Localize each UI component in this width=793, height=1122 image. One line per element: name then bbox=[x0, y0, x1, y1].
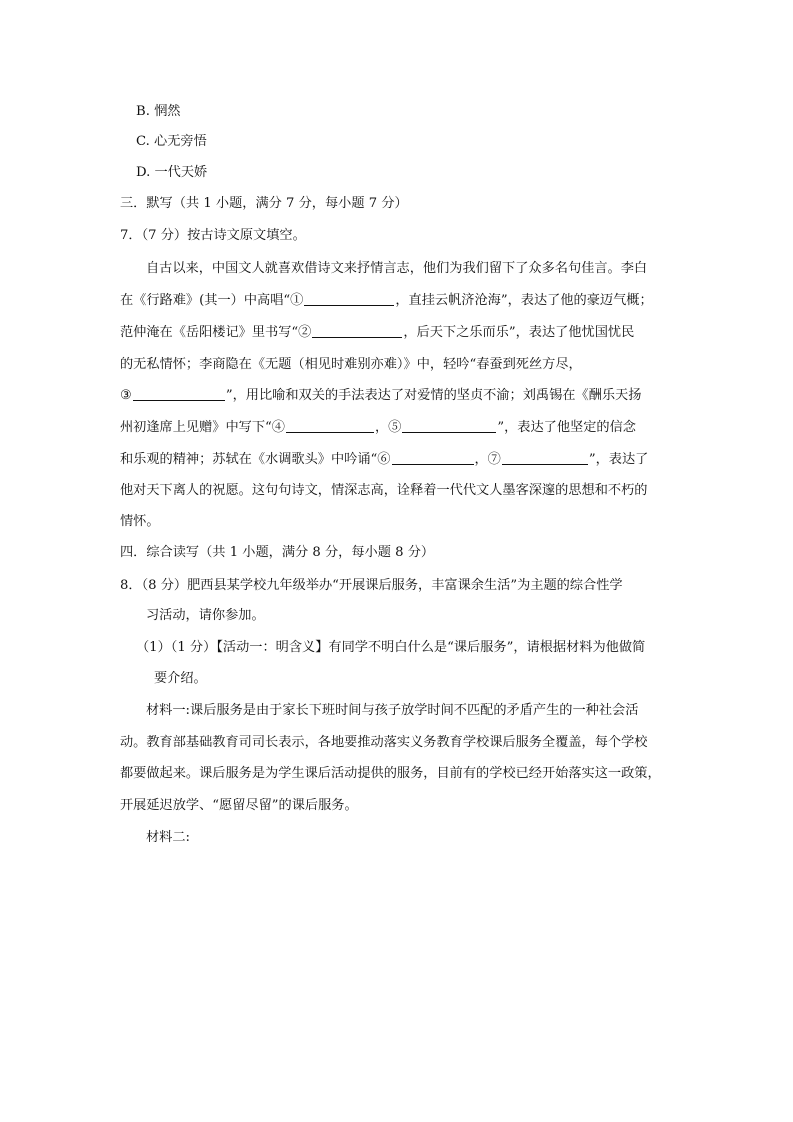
blank-1[interactable] bbox=[304, 291, 394, 306]
q7-passage-line-3 bbox=[120, 323, 634, 343]
q7-passage-line-1: 自古以来，中国文人就喜欢借诗文来抒情言志，他们为我们留下了众多名句佳言。李白 bbox=[146, 261, 648, 276]
q7-text: ，⑦ bbox=[474, 452, 501, 467]
q7-text: 州初逢席上见赠》中写下“④ bbox=[120, 420, 285, 435]
q7-passage-line-4: 的无私情怀；李商隐在《无题（相见时难别亦难）》中，轻吟“春蚕到死丝方尽， bbox=[120, 357, 582, 372]
option-b: B. 惘然 bbox=[136, 104, 181, 119]
option-c: C. 心无旁悟 bbox=[136, 134, 207, 149]
blank-5[interactable] bbox=[402, 418, 496, 433]
q7-passage-line-6 bbox=[120, 418, 636, 438]
q7-passage-line-7 bbox=[120, 450, 648, 470]
q7-text: 范仲淹在《岳阳楼记》里书写“② bbox=[120, 325, 312, 340]
option-d: D. 一代天娇 bbox=[136, 165, 208, 180]
question-8-line-1: 8．（8 分）肥西县某学校九年级举办“开展课后服务，丰富课余生活”为主题的综合性学 bbox=[120, 578, 623, 593]
q7-text: ③ bbox=[120, 388, 132, 403]
q7-passage-line-8: 他对天下离人的祝愿。这句句诗文，情深志高，诠释着一代代文人墨客深邃的思想和不朽的 bbox=[120, 483, 648, 498]
q7-text: ”，表达了他坚定的信念 bbox=[497, 420, 636, 435]
q7-text: ，直挂云帆济沧海”，表达了他的豪迈气概； bbox=[395, 293, 653, 308]
section-3-heading: 三．默写（共 1 小题，满分 7 分，每小题 7 分） bbox=[120, 196, 408, 211]
blank-6[interactable] bbox=[392, 450, 474, 465]
material-1-line-3: 都要做起来。课后服务是为学生课后活动提供的服务，目前有的学校已经开始落实这一政策， bbox=[120, 766, 661, 781]
sub-question-1-line-2: 要介绍。 bbox=[154, 671, 207, 686]
q7-text: ，后天下之乐而乐”，表达了他忧国忧民 bbox=[403, 325, 635, 340]
blank-7[interactable] bbox=[502, 450, 588, 465]
q7-text: 和乐观的精神；苏轼在《水调歌头》中吟诵“⑥ bbox=[120, 452, 391, 467]
q7-passage-line-5 bbox=[120, 386, 641, 406]
material-2-label: 材料二: bbox=[146, 830, 191, 845]
material-1-line-2: 动。教育部基础教育司司长表示，各地要推动落实义务教育学校课后服务全覆盖，每个学校 bbox=[120, 735, 648, 750]
blank-4[interactable] bbox=[286, 418, 374, 433]
material-1-line-4: 开展延迟放学、“愿留尽留”的课后服务。 bbox=[120, 798, 358, 813]
blank-2[interactable] bbox=[312, 323, 402, 338]
question-8-line-2: 习活动，请你参加。 bbox=[146, 608, 265, 623]
q7-text: ”，表达了 bbox=[588, 452, 649, 467]
q7-passage-line-2 bbox=[120, 291, 653, 311]
q7-text: 在《行路难》(其一）中高唱“① bbox=[120, 293, 304, 308]
section-4-heading: 四．综合读写（共 1 小题，满分 8 分，每小题 8 分） bbox=[120, 545, 435, 560]
question-7-title: 7．（7 分）按古诗文原文填空。 bbox=[120, 228, 306, 243]
sub-question-1-line-1: （1）（1 分）【活动一：明含义】有同学不明白什么是“课后服务”，请根据材料为他做简 bbox=[136, 640, 646, 655]
q7-text: ”，用比喻和双关的手法表达了对爱情的坚贞不渝；刘禹锡在《酬乐天扬 bbox=[225, 388, 642, 403]
q7-passage-line-9: 情怀。 bbox=[120, 514, 160, 529]
blank-3[interactable] bbox=[133, 386, 225, 401]
q7-text: ，⑤ bbox=[375, 420, 402, 435]
material-1-line-1: 材料一:课后服务是由于家长下班时间与孩子放学时间不匹配的矛盾产生的一种社会活 bbox=[146, 703, 639, 718]
